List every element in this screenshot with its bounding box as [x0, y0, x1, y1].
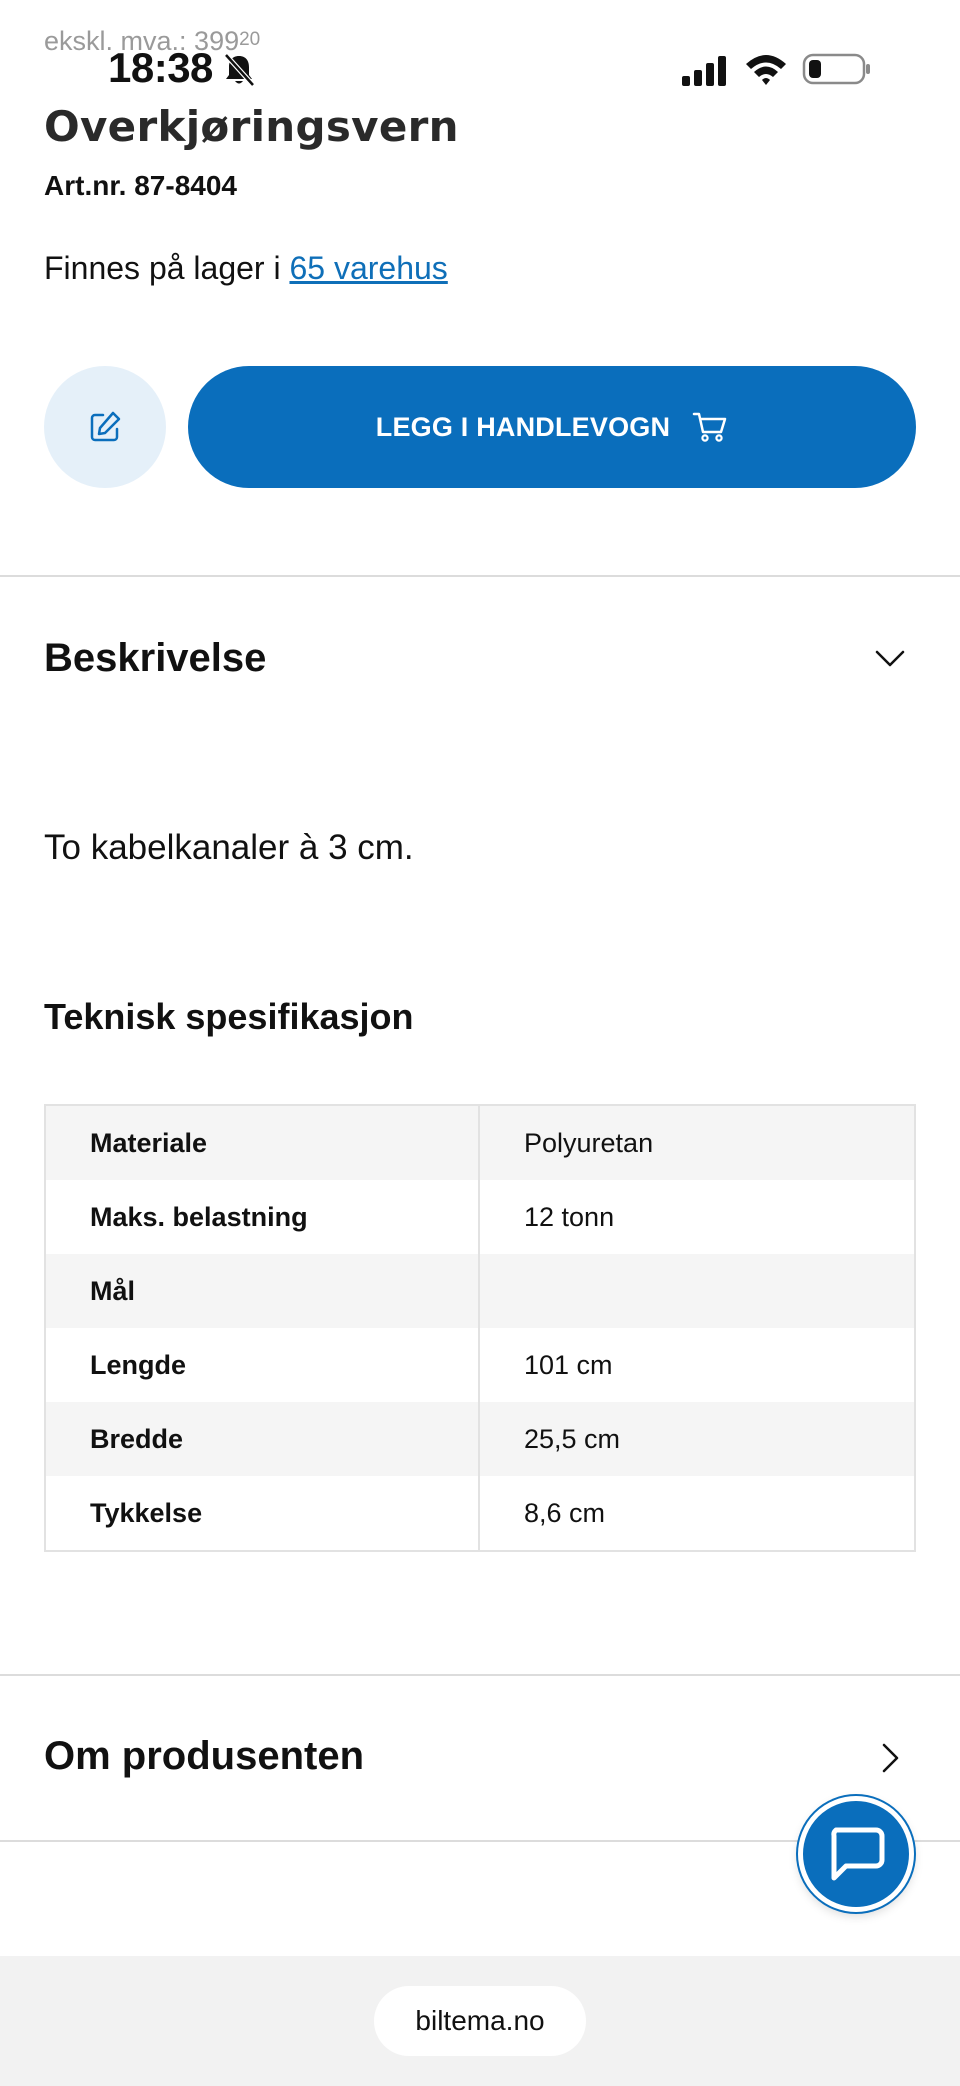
- spec-value: 101 cm: [524, 1349, 613, 1380]
- spec-key: Mål: [46, 1254, 480, 1328]
- spec-key: Materiale: [46, 1106, 480, 1180]
- product-title: Overkjøringsvern: [44, 102, 459, 151]
- price-excl-vat-cents: 20: [239, 29, 261, 50]
- spec-value: [480, 1254, 914, 1328]
- url-bar[interactable]: biltema.no: [374, 1986, 586, 2056]
- spec-key: Bredde: [46, 1402, 480, 1476]
- stock-prefix: Finnes på lager i: [44, 250, 290, 286]
- spec-table: [44, 1104, 916, 1552]
- chevron-down-icon[interactable]: [872, 640, 908, 676]
- edit-icon: [88, 410, 122, 444]
- table-row: [46, 1476, 914, 1550]
- price-excl-vat-label: ekskl. mva.:: [44, 26, 187, 56]
- spec-key: Tykkelse: [46, 1476, 480, 1550]
- price-excl-vat-amount: 399: [194, 26, 240, 56]
- divider: [0, 1674, 960, 1676]
- add-to-cart-label: LEGG I HANDLEVOGN: [375, 411, 671, 442]
- battery-icon: [802, 52, 872, 86]
- spec-key: Lengde: [46, 1328, 480, 1402]
- stock-info: [44, 250, 448, 287]
- description-text: To kabelkanaler à 3 cm.: [44, 828, 414, 867]
- description-heading[interactable]: Beskrivelse: [44, 636, 267, 680]
- cart-icon: [692, 411, 728, 443]
- article-number: Art.nr. 87-8404: [44, 170, 237, 201]
- cellular-signal-icon: [680, 54, 730, 86]
- spec-value: 8,6 cm: [524, 1497, 606, 1528]
- add-to-cart-button[interactable]: [188, 366, 916, 488]
- spec-value: Polyuretan: [524, 1127, 654, 1158]
- spec-value: 12 tonn: [524, 1201, 615, 1232]
- divider: [0, 575, 960, 577]
- edit-note-button[interactable]: [44, 366, 166, 488]
- bell-slash-icon: [222, 52, 256, 88]
- spec-heading: Teknisk spesifikasjon: [44, 996, 414, 1037]
- chat-button[interactable]: [798, 1796, 914, 1912]
- chat-bubble-icon: [824, 1824, 888, 1884]
- table-row: [46, 1402, 914, 1476]
- table-row: [46, 1254, 914, 1328]
- wifi-icon: [744, 52, 788, 86]
- table-row: [46, 1180, 914, 1254]
- table-row: [46, 1106, 914, 1180]
- spec-value: 25,5 cm: [524, 1423, 621, 1454]
- chevron-right-icon[interactable]: [872, 1740, 908, 1776]
- status-time: 18:38: [108, 44, 213, 91]
- table-row: [46, 1328, 914, 1402]
- stock-stores-link[interactable]: 65 varehus: [289, 250, 448, 286]
- browser-bottom-bar: [0, 1956, 960, 2086]
- spec-key: Maks. belastning: [46, 1180, 480, 1254]
- manufacturer-heading[interactable]: Om produsenten: [44, 1734, 365, 1778]
